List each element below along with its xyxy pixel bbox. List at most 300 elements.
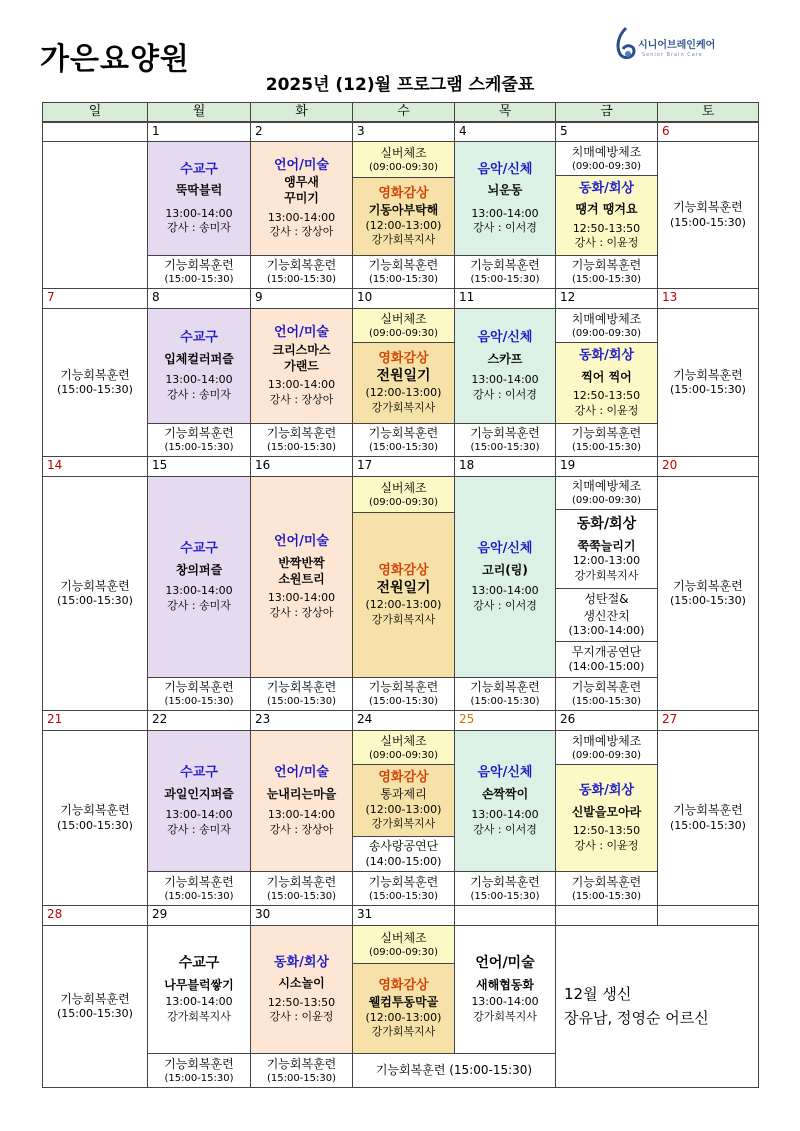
program-silver xyxy=(352,476,455,513)
cell-text: (15:00-15:30) xyxy=(670,215,746,229)
cell-text: 18 xyxy=(459,458,475,472)
cell-text: 2 xyxy=(255,124,263,138)
program-wednesday xyxy=(352,177,455,256)
cell-text: 창의퍼즐 xyxy=(175,562,223,577)
cell-text: 손짝짝이 xyxy=(481,786,529,801)
cell-text: 30 xyxy=(255,907,271,921)
cell-text: 기능회복훈련 xyxy=(470,258,540,273)
cell-text: 동화/회상 xyxy=(579,180,634,196)
cell-text: 13:00-14:00 xyxy=(165,206,233,220)
program-monday xyxy=(147,308,251,424)
date-number xyxy=(555,710,658,731)
cell-text: 5 xyxy=(560,124,568,138)
cell-text: 기능회복훈련 xyxy=(164,426,234,441)
program-friday xyxy=(555,175,658,256)
cell-text: 25 xyxy=(459,712,475,726)
cell-text: 기능회복훈련 xyxy=(470,426,540,441)
cell-text: 동화/회상 xyxy=(579,348,634,364)
date-number xyxy=(250,905,353,926)
weekday-header xyxy=(657,102,759,122)
rehab-session xyxy=(352,423,455,457)
cell-text: 눈내리는마을 xyxy=(266,786,337,801)
cell-text: 12:00-13:00 xyxy=(572,553,641,567)
cell-text: 13:00-14:00 xyxy=(471,995,539,1009)
cell-text: 13:00-14:00 xyxy=(471,584,539,598)
cell-text: 13:00-14:00 xyxy=(165,373,233,387)
cell-text: (15:00-15:30) xyxy=(470,696,540,708)
program-silver xyxy=(352,141,455,178)
cell-text: 28 xyxy=(47,907,63,921)
rehab-session xyxy=(250,871,353,906)
date-number xyxy=(555,122,658,142)
cell-text: 13:00-14:00 xyxy=(165,808,233,822)
cell-text: (15:00-15:30) xyxy=(266,274,337,286)
cell-text: 찍어 찍어 xyxy=(581,369,632,384)
program-thursday xyxy=(454,141,556,256)
cell-text: (15:00-15:30) xyxy=(670,383,746,397)
cell-text: 13:00-14:00 xyxy=(267,808,336,822)
cell-text: 12월 생신 xyxy=(564,985,632,1004)
cell-text: 기능회복훈련 xyxy=(571,426,642,441)
cell-text: 영화감상 xyxy=(378,350,429,366)
date-number xyxy=(147,288,251,309)
cell-text: 강사 : 이윤정 xyxy=(574,403,639,417)
cell-text: (15:00-15:30) xyxy=(164,274,234,286)
cell-text: (14:00-15:00) xyxy=(568,660,645,674)
cell-text: 실버체조 xyxy=(380,930,427,945)
date-number xyxy=(250,710,353,731)
cell-text: 앵무새 xyxy=(284,175,319,190)
weekday-header xyxy=(454,102,556,122)
page-title: 2025년 (12)월 프로그램 스케줄표 xyxy=(265,75,535,95)
cell-text: 19 xyxy=(560,458,576,472)
date-number xyxy=(352,456,455,477)
cell-text: 강사 : 이서경 xyxy=(473,387,537,401)
cell-text: 9 xyxy=(255,290,263,304)
cell-text: 20 xyxy=(662,458,678,472)
date-number xyxy=(250,456,353,477)
cell-text: 나무블럭쌓기 xyxy=(164,978,234,992)
cell-text: 29 xyxy=(152,907,168,921)
cell-text: 기능회복훈련 xyxy=(164,874,234,889)
weekday-header xyxy=(42,102,148,122)
date-number xyxy=(42,456,148,477)
cell-text: 17 xyxy=(357,458,373,472)
date-number xyxy=(454,288,556,309)
weekday-header xyxy=(352,102,455,122)
cell-text: 송사랑공연단 xyxy=(368,839,439,854)
cell-text: 강가회복지사 xyxy=(574,568,639,582)
cell-text: 강가회복지사 xyxy=(371,613,436,627)
cell-text: 수교구 xyxy=(180,330,218,346)
cell-text: 13 xyxy=(662,290,678,304)
cell-text: 12 xyxy=(560,290,576,304)
cell-text: 기능회복훈련 xyxy=(368,874,439,889)
cell-text: 강가회복지사 xyxy=(473,1010,537,1024)
cell-text: 과일인지퍼즐 xyxy=(164,786,234,801)
program-tuesday xyxy=(250,925,353,1054)
program-performance xyxy=(555,641,658,678)
cell-text: 12:50-13:50 xyxy=(267,995,336,1009)
cell-text: 27 xyxy=(662,712,678,726)
date-number xyxy=(657,905,759,926)
program-wednesday xyxy=(352,963,455,1054)
cell-text: 강사 : 이서경 xyxy=(473,221,537,235)
cell-text: (15:00-15:30) xyxy=(470,274,540,286)
cell-text: 기능회복훈련 xyxy=(368,426,439,441)
cell-text: 수 xyxy=(397,104,410,120)
date-number xyxy=(555,288,658,309)
program-wednesday xyxy=(352,764,455,837)
rehab-session xyxy=(454,871,556,906)
cell-text: 실버체조 xyxy=(380,480,427,495)
program-thursday xyxy=(454,730,556,872)
cell-text: 기능회복훈련 xyxy=(164,258,234,273)
cell-text: (15:00-15:30) xyxy=(266,1072,337,1084)
cell-text: 음악/신체 xyxy=(477,330,533,346)
cell-text: 13:00-14:00 xyxy=(267,210,336,224)
cell-text: 기능회복훈련 xyxy=(470,874,540,889)
cell-text: 장유남, 정영순 어르신 xyxy=(564,1008,709,1027)
date-number xyxy=(352,122,455,142)
cell-text: 꾸미기 xyxy=(284,191,319,206)
date-number xyxy=(454,905,556,926)
cell-text: 전원일기 xyxy=(376,368,431,385)
program-dementia xyxy=(555,308,658,343)
cell-text: 신발을모아라 xyxy=(571,804,642,819)
cell-text: 스카프 xyxy=(487,351,523,366)
date-number xyxy=(454,456,556,477)
rehab-session xyxy=(454,677,556,711)
date-number xyxy=(657,456,759,477)
cell-text: 수교구 xyxy=(180,541,218,557)
cell-text: 강사 : 장상아 xyxy=(269,822,334,836)
cell-text: (15:00-15:30) xyxy=(57,818,133,832)
cell-text: 일 xyxy=(88,104,102,120)
cell-text: (09:00-09:30) xyxy=(368,749,439,761)
cell-text: 강가회복지사 xyxy=(371,817,436,831)
cell-text: 기능회복훈련 xyxy=(266,874,337,889)
cell-text: 13:00-14:00 xyxy=(471,373,539,387)
cell-text: 1 xyxy=(152,124,160,138)
cell-text: (09:00-09:30) xyxy=(368,161,439,173)
date-number xyxy=(42,710,148,731)
cell-text: 토 xyxy=(701,104,715,120)
rehab-session xyxy=(147,871,251,906)
rehab-session xyxy=(250,1053,353,1088)
program-friday xyxy=(555,764,658,872)
logo-text: 시니어브레인케어 xyxy=(638,40,716,51)
cell-text: 22 xyxy=(152,712,168,726)
cell-text: (15:00-15:30) xyxy=(164,1072,234,1084)
cell-text: 기능회복훈련 xyxy=(164,1056,234,1071)
cell-text: 기능회복훈련 xyxy=(164,680,234,695)
cell-text: (09:00-09:30) xyxy=(368,946,439,958)
birthday-memo xyxy=(555,925,759,1088)
cell-text: 가랜드 xyxy=(284,358,319,373)
cell-text: 기능회복훈련 xyxy=(571,874,642,889)
cell-text: (13:00-14:00) xyxy=(568,623,645,637)
rehab-session xyxy=(42,476,148,711)
date-number xyxy=(657,122,759,142)
date-number xyxy=(352,905,455,926)
date-number xyxy=(555,456,658,477)
date-number xyxy=(352,288,455,309)
cell-text: 기능회복훈련 xyxy=(571,258,642,273)
program-dementia xyxy=(555,141,658,176)
date-number xyxy=(555,905,658,926)
cell-text: 고리(링) xyxy=(482,562,528,577)
cell-text: 언어/미술 xyxy=(274,157,329,173)
cell-text: 강가회복지사 xyxy=(371,401,436,415)
empty-cell xyxy=(42,141,148,289)
cell-text: 수교구 xyxy=(180,161,218,177)
rehab-session xyxy=(555,255,658,289)
cell-text: 기능회복훈련 xyxy=(673,367,743,382)
cell-text: 쭉쭉늘리기 xyxy=(577,538,636,553)
cell-text: 강사 : 송미자 xyxy=(167,387,231,401)
program-monday xyxy=(147,476,251,678)
cell-text: 치매예방체조 xyxy=(571,733,642,748)
cell-text: 치매예방체조 xyxy=(571,311,642,326)
cell-text: (15:00-15:30) xyxy=(266,442,337,454)
cell-text: 영화감상 xyxy=(378,977,429,993)
cell-text: 강사 : 송미자 xyxy=(167,822,231,836)
rehab-session xyxy=(657,730,759,906)
cell-text: 강사 : 장상아 xyxy=(269,605,334,619)
rehab-session xyxy=(250,677,353,711)
cell-text: 목 xyxy=(498,104,512,120)
cell-text: 영화감상 xyxy=(378,769,429,785)
cell-text: 기능회복훈련 xyxy=(60,367,130,382)
cell-text: (15:00-15:30) xyxy=(266,890,337,902)
cell-text: (15:00-15:30) xyxy=(57,594,133,608)
cell-text: (15:00-15:30) xyxy=(571,696,642,708)
cell-text: 강사 : 이서경 xyxy=(473,822,537,836)
cell-text: (15:00-15:30) xyxy=(164,696,234,708)
cell-text: (09:00-09:30) xyxy=(571,160,642,172)
program-silver xyxy=(352,308,455,343)
cell-text: (15:00-15:30) xyxy=(571,442,642,454)
rehab-session xyxy=(147,677,251,711)
cell-text: 13:00-14:00 xyxy=(471,808,539,822)
cell-text: 화 xyxy=(295,104,308,120)
rehab-session xyxy=(454,423,556,457)
cell-text: 15 xyxy=(152,458,168,472)
cell-text: 기능회복훈련 xyxy=(266,1056,337,1071)
cell-text: 11 xyxy=(459,290,475,304)
date-number xyxy=(454,122,556,142)
cell-text: 10 xyxy=(357,290,373,304)
rehab-session xyxy=(147,1053,251,1088)
cell-text: 전원일기 xyxy=(376,580,431,597)
weekday-header xyxy=(555,102,658,122)
cell-text: 24 xyxy=(357,712,373,726)
date-number xyxy=(42,122,148,142)
rehab-session xyxy=(352,1053,556,1088)
date-number xyxy=(454,710,556,731)
cell-text: 음악/신체 xyxy=(477,541,533,557)
weekday-header xyxy=(147,102,251,122)
cell-text: 뚝딱블럭 xyxy=(175,183,223,198)
cell-text: (09:00-09:30) xyxy=(368,496,439,508)
cell-text: 기능회복훈련 xyxy=(673,200,743,215)
org-name: 가은요양원 xyxy=(40,42,190,77)
cell-text: (12:00-13:00) xyxy=(365,218,442,232)
cell-text: 강가회복지사 xyxy=(167,1010,231,1024)
program-monday xyxy=(147,730,251,872)
rehab-session xyxy=(555,871,658,906)
cell-text: 기능회복훈련 xyxy=(673,578,743,593)
cell-text: 월 xyxy=(192,104,206,120)
date-number xyxy=(147,122,251,142)
cell-text: (15:00-15:30) xyxy=(368,890,439,902)
cell-text: 강사 : 송미자 xyxy=(167,221,231,235)
rehab-session xyxy=(42,925,148,1088)
date-number xyxy=(657,288,759,309)
cell-text: 기동아부탁해 xyxy=(368,203,439,218)
program-thursday xyxy=(454,476,556,678)
cell-text: 13:00-14:00 xyxy=(267,378,336,392)
cell-text: 강사 : 장상아 xyxy=(269,225,334,239)
cell-text: 동화/회상 xyxy=(579,783,634,799)
cell-text: 13:00-14:00 xyxy=(165,584,233,598)
rehab-session xyxy=(555,423,658,457)
cell-text: 통과제리 xyxy=(380,787,427,802)
cell-text: 12:50-13:50 xyxy=(572,221,641,235)
program-performance xyxy=(352,836,455,872)
cell-text: (09:00-09:30) xyxy=(571,749,642,761)
cell-text: 8 xyxy=(152,290,160,304)
cell-text: 기능회복훈련 xyxy=(266,680,337,695)
cell-text: 31 xyxy=(357,907,373,921)
program-silver xyxy=(352,925,455,964)
date-number xyxy=(657,710,759,731)
rehab-session xyxy=(657,308,759,457)
cell-text: 영화감상 xyxy=(378,185,429,201)
program-tuesday xyxy=(250,730,353,872)
date-number xyxy=(42,288,148,309)
cell-text: (15:00-15:30) xyxy=(470,442,540,454)
cell-text: 강사 : 장상아 xyxy=(269,392,334,406)
cell-text: 동화/회상 xyxy=(576,515,637,532)
cell-text: 영화감상 xyxy=(378,562,429,578)
program-friday xyxy=(555,509,658,589)
cell-text: (15:00-15:30) xyxy=(470,890,540,902)
rehab-session xyxy=(42,308,148,457)
cell-text: 언어/미술 xyxy=(274,765,329,781)
cell-text: 강사 : 이윤정 xyxy=(269,1010,334,1024)
cell-text: 21 xyxy=(47,712,63,726)
cell-text: 땡겨 땡겨요 xyxy=(575,202,638,217)
rehab-session xyxy=(250,423,353,457)
program-wednesday xyxy=(352,342,455,424)
cell-text: (15:00-15:30) xyxy=(57,383,133,397)
program-friday xyxy=(555,342,658,424)
cell-text: (09:00-09:30) xyxy=(571,327,642,339)
cell-text: 음악/신체 xyxy=(477,161,533,177)
cell-text: 기능회복훈련 xyxy=(266,426,337,441)
cell-text: 기능회복훈련 xyxy=(60,803,130,818)
cell-text: 13:00-14:00 xyxy=(471,206,539,220)
cell-text: 무지개공연단 xyxy=(571,644,642,659)
program-monday xyxy=(147,141,251,256)
cell-text: 기능회복훈련 xyxy=(368,680,439,695)
cell-text: (15:00-15:30) xyxy=(164,442,234,454)
cell-text: (12:00-13:00) xyxy=(365,386,442,400)
cell-text: 치매예방체조 xyxy=(571,144,642,159)
date-number xyxy=(147,456,251,477)
cell-text: (14:00-15:00) xyxy=(365,854,442,868)
cell-text: 실버체조 xyxy=(380,311,427,326)
cell-text: 강가회복지사 xyxy=(371,1025,436,1039)
cell-text: 동화/회상 xyxy=(274,954,329,970)
cell-text: 크리스마스 xyxy=(272,342,331,357)
cell-text: (15:00-15:30) xyxy=(368,274,439,286)
cell-text: (15:00-15:30) xyxy=(368,442,439,454)
cell-text: 웰컴투동막골 xyxy=(368,995,439,1010)
cell-text: 강가회복지사 xyxy=(371,233,436,247)
cell-text: 6 xyxy=(662,124,670,138)
rehab-session xyxy=(657,476,759,711)
date-number xyxy=(250,288,353,309)
cell-text: 기능회복훈련 xyxy=(673,803,743,818)
cell-text: (15:00-15:30) xyxy=(571,274,642,286)
cell-text: 4 xyxy=(459,124,467,138)
cell-text: 언어/미술 xyxy=(475,955,535,972)
cell-text: 13:00-14:00 xyxy=(267,591,336,605)
rehab-session xyxy=(555,677,658,711)
rehab-session xyxy=(147,255,251,289)
cell-text: 소원트리 xyxy=(278,571,325,586)
date-number xyxy=(147,905,251,926)
cell-text: 강사 : 이윤정 xyxy=(574,236,639,250)
rehab-session xyxy=(454,255,556,289)
cell-text: 14 xyxy=(47,458,63,472)
program-tuesday xyxy=(250,141,353,256)
cell-text: 기능회복훈련 xyxy=(470,680,540,695)
cell-text: 음악/신체 xyxy=(477,765,533,781)
date-number xyxy=(147,710,251,731)
cell-text: 7 xyxy=(47,290,55,304)
cell-text: (09:00-09:30) xyxy=(368,327,439,339)
cell-text: 시소놀이 xyxy=(278,976,325,991)
cell-text: 실버체조 xyxy=(380,145,427,160)
program-tuesday xyxy=(250,476,353,678)
cell-text: (12:00-13:00) xyxy=(365,598,442,612)
weekday-header xyxy=(250,102,353,122)
cell-text: 기능회복훈련 xyxy=(60,578,130,593)
cell-text: 입체컬러퍼즐 xyxy=(164,351,234,366)
cell-text: 강사 : 송미자 xyxy=(167,598,231,612)
rehab-session xyxy=(352,677,455,711)
logo-subtext: Senior Brain Care xyxy=(642,52,703,58)
cell-text: 성탄절& xyxy=(584,592,629,607)
cell-text: 생신잔치 xyxy=(583,608,630,623)
cell-text: (12:00-13:00) xyxy=(365,802,442,816)
program-thursday xyxy=(454,308,556,424)
cell-text: 뇌운동 xyxy=(487,183,523,198)
cell-text: 실버체조 xyxy=(380,733,427,748)
cell-text: (09:00-09:30) xyxy=(571,495,642,507)
rehab-session xyxy=(352,255,455,289)
cell-text: 기능회복훈련 xyxy=(266,258,337,273)
cell-text: 16 xyxy=(255,458,271,472)
cell-text: 언어/미술 xyxy=(274,325,329,341)
date-number xyxy=(42,905,148,926)
cell-text: 기능회복훈련 xyxy=(571,680,642,695)
cell-text: 기능회복훈련 xyxy=(60,991,130,1006)
